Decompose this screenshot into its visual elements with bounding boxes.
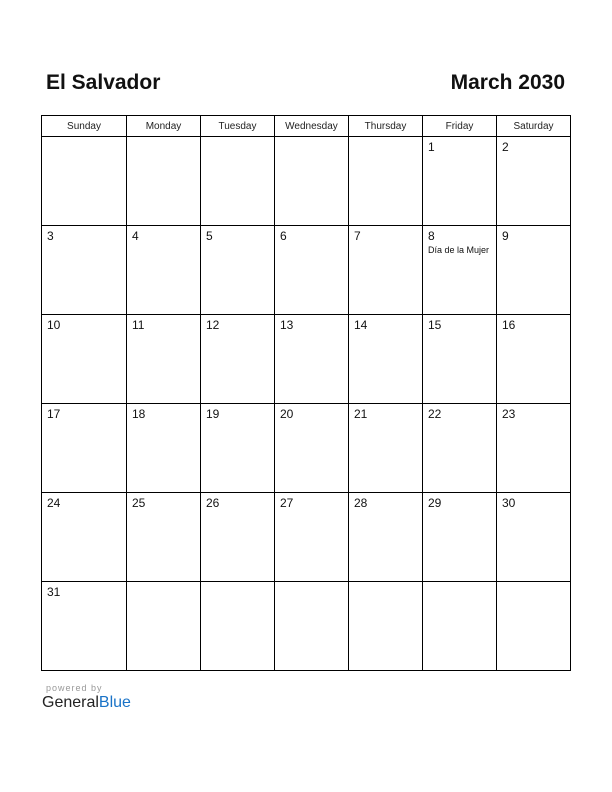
day-number: 17 [47, 407, 61, 421]
day-cell [423, 493, 497, 582]
day-cell [497, 493, 571, 582]
day-cell [42, 137, 127, 226]
day-cell [201, 315, 275, 404]
weekday-thursday: Thursday [349, 116, 423, 137]
day-cell [423, 226, 497, 315]
day-cell [42, 226, 127, 315]
day-cell [423, 137, 497, 226]
day-number: 24 [47, 496, 61, 510]
day-number [497, 582, 570, 586]
day-number: 22 [428, 407, 442, 421]
week-row [42, 493, 571, 582]
day-number: 8 [428, 229, 435, 243]
day-cell [349, 226, 423, 315]
day-cell [497, 582, 571, 671]
day-number: 12 [206, 318, 220, 332]
day-cell [201, 226, 275, 315]
day-number: 6 [280, 229, 287, 243]
day-cell [349, 315, 423, 404]
day-cell [349, 137, 423, 226]
day-cell [497, 137, 571, 226]
country-title: El Salvador [46, 71, 161, 94]
day-number: 26 [206, 496, 220, 510]
day-number: 20 [280, 407, 294, 421]
day-number: 29 [428, 496, 442, 510]
day-number [201, 582, 274, 586]
day-number [275, 582, 348, 586]
day-cell [201, 582, 275, 671]
brand-blue: Blue [98, 694, 131, 711]
day-cell [349, 493, 423, 582]
day-number [349, 137, 422, 141]
brand-logo [42, 694, 131, 712]
weekday-saturday: Saturday [497, 116, 571, 137]
day-number: 9 [502, 229, 509, 243]
day-number [349, 582, 422, 586]
weekday-sunday: Sunday [42, 116, 127, 137]
day-number: 7 [354, 229, 361, 243]
weekday-tuesday: Tuesday [201, 116, 275, 137]
day-number [423, 582, 496, 586]
day-number: 4 [132, 229, 139, 243]
day-cell [497, 404, 571, 493]
day-number: 16 [502, 318, 516, 332]
day-cell [423, 582, 497, 671]
day-number: 10 [47, 318, 61, 332]
day-number [127, 137, 200, 141]
day-cell [42, 582, 127, 671]
day-number: 18 [132, 407, 146, 421]
powered-by-text: powered by [46, 683, 103, 693]
day-number: 27 [280, 496, 294, 510]
day-cell [349, 582, 423, 671]
day-number: 13 [280, 318, 294, 332]
weekday-wednesday: Wednesday [275, 116, 349, 137]
day-cell [201, 493, 275, 582]
day-number: 14 [354, 318, 368, 332]
day-cell [497, 226, 571, 315]
week-row [42, 137, 571, 226]
day-cell [275, 493, 349, 582]
day-cell [275, 226, 349, 315]
day-number: 2 [502, 140, 509, 154]
day-number [275, 137, 348, 141]
day-number: 5 [206, 229, 213, 243]
day-cell [127, 404, 201, 493]
day-number: 25 [132, 496, 146, 510]
day-cell [42, 404, 127, 493]
day-number: 31 [47, 585, 61, 599]
day-cell [423, 315, 497, 404]
week-row [42, 404, 571, 493]
day-number: 30 [502, 496, 516, 510]
weekday-header-row [42, 116, 571, 137]
week-row [42, 226, 571, 315]
day-number [127, 582, 200, 586]
weekday-friday: Friday [423, 116, 497, 137]
day-cell [42, 493, 127, 582]
day-cell [127, 137, 201, 226]
day-cell [201, 404, 275, 493]
day-cell [42, 315, 127, 404]
day-number [201, 137, 274, 141]
weekday-monday: Monday [127, 116, 201, 137]
calendar-grid [41, 115, 571, 671]
day-cell [127, 493, 201, 582]
day-cell [497, 315, 571, 404]
day-number: 3 [47, 229, 54, 243]
holiday-label: Día de la Mujer [428, 245, 490, 255]
day-number: 15 [428, 318, 442, 332]
day-number [42, 137, 126, 141]
day-number: 11 [132, 318, 145, 332]
day-cell [127, 582, 201, 671]
day-number: 28 [354, 496, 368, 510]
month-year-title: March 2030 [450, 71, 565, 94]
day-cell [127, 226, 201, 315]
day-cell [349, 404, 423, 493]
day-cell [423, 404, 497, 493]
brand-general: General [42, 694, 99, 711]
day-cell [275, 404, 349, 493]
day-cell [275, 315, 349, 404]
day-cell [275, 137, 349, 226]
day-number: 21 [354, 407, 368, 421]
day-cell [201, 137, 275, 226]
day-cell [127, 315, 201, 404]
day-number: 1 [428, 140, 435, 154]
week-row [42, 582, 571, 671]
day-number: 19 [206, 407, 220, 421]
week-row [42, 315, 571, 404]
day-number: 23 [502, 407, 516, 421]
day-cell [275, 582, 349, 671]
